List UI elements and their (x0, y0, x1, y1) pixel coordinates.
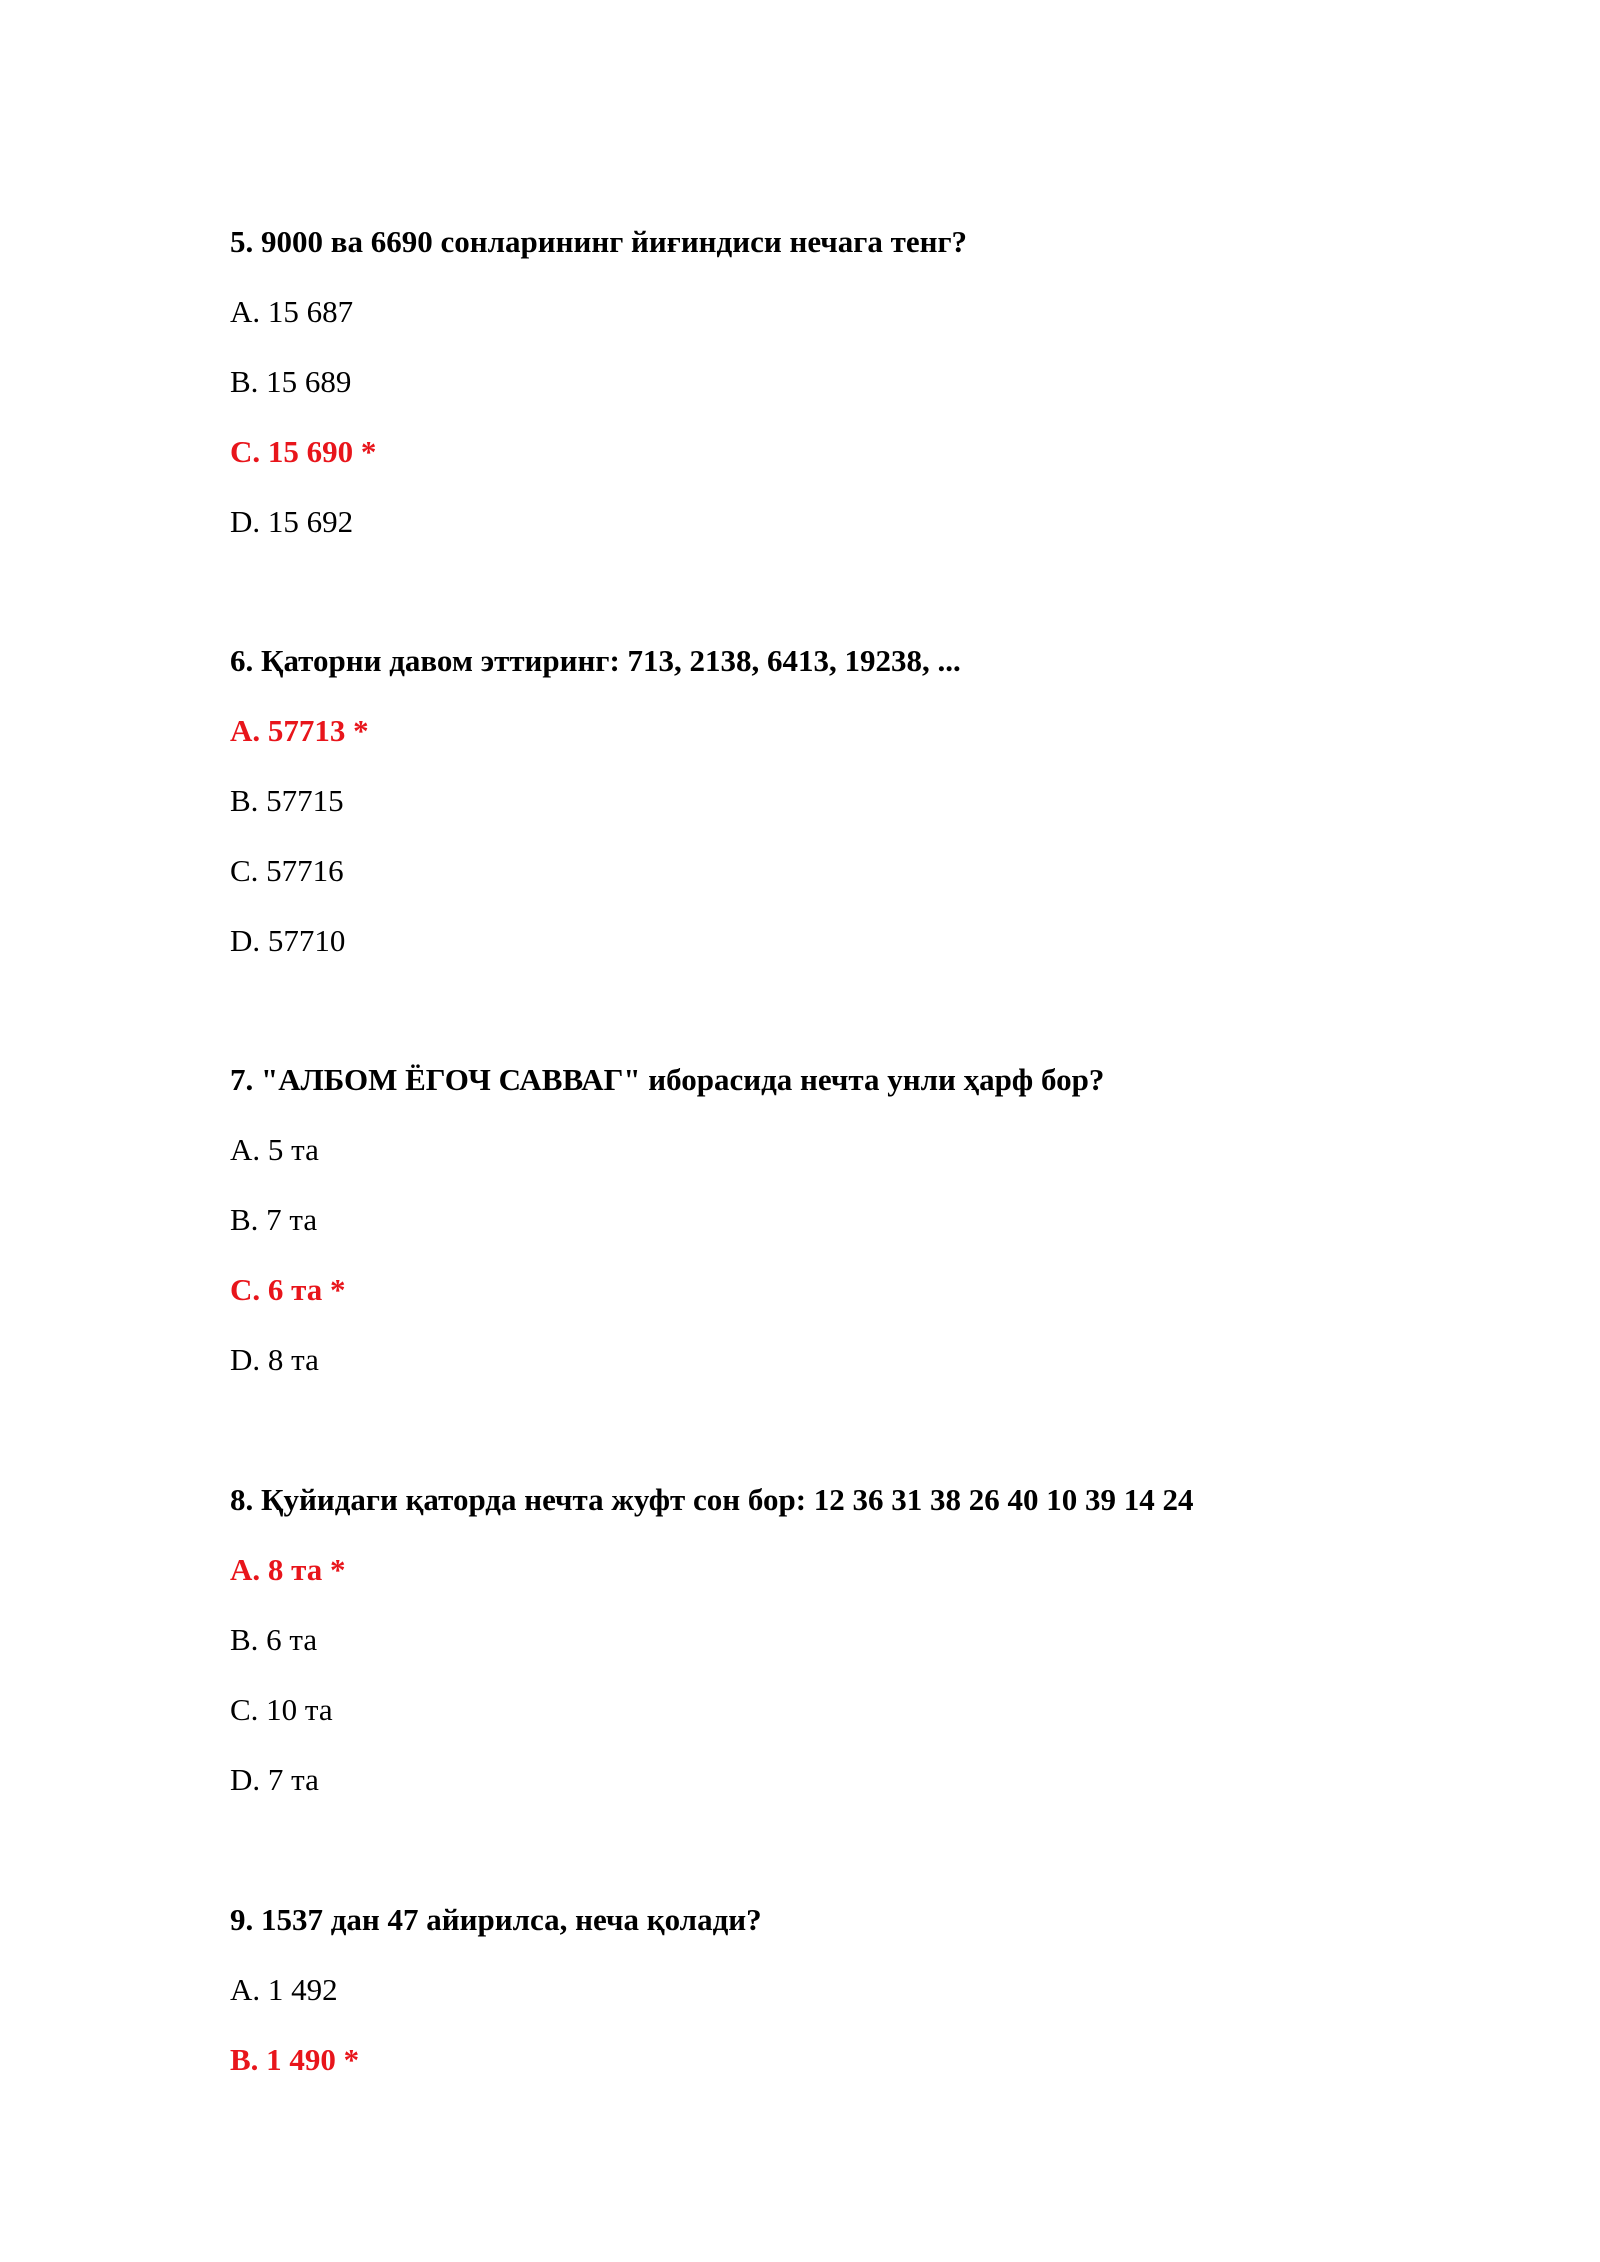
question-6: 6. Қаторни давом эттиринг: 713, 2138, 6413, 19238, ... (230, 643, 961, 678)
question-9: 9. 1537 дан 47 айирилса, неча қолади? (230, 1902, 762, 1937)
question-8-option-b: B. 6 та (230, 1622, 318, 1657)
question-5-option-c-correct: C. 15 690 * (230, 434, 377, 469)
question-6-option-d: D. 57710 (230, 923, 346, 958)
question-6-option-b: B. 57715 (230, 783, 344, 818)
question-8: 8. Қуйидаги қаторда нечта жуфт сон бор: 12 36 31 38 26 40 10 39 14 24 (230, 1482, 1194, 1517)
question-5-option-d: D. 15 692 (230, 504, 354, 539)
question-6-option-c: C. 57716 (230, 853, 344, 888)
question-7-option-b: B. 7 та (230, 1202, 318, 1237)
question-9-option-b-correct: B. 1 490 * (230, 2042, 360, 2077)
question-7-option-c-correct: C. 6 та * (230, 1272, 346, 1307)
question-7-option-a: A. 5 та (230, 1132, 319, 1167)
question-5: 5. 9000 ва 6690 сонларининг йиғиндиси нечага тенг? (230, 224, 968, 259)
question-8-option-a-correct: A. 8 та * (230, 1552, 346, 1587)
question-8-option-c: C. 10 та (230, 1692, 333, 1727)
question-6-option-a-correct: A. 57713 * (230, 713, 369, 748)
question-9-option-a: A. 1 492 (230, 1972, 338, 2007)
question-8-option-d: D. 7 та (230, 1762, 319, 1797)
question-5-option-b: B. 15 689 (230, 364, 352, 399)
question-7: 7. "АЛБОМ ЁГОЧ САВВАГ" иборасида нечта унли ҳарф бор? (230, 1062, 1105, 1097)
question-5-option-a: A. 15 687 (230, 294, 354, 329)
question-7-option-d: D. 8 та (230, 1342, 319, 1377)
